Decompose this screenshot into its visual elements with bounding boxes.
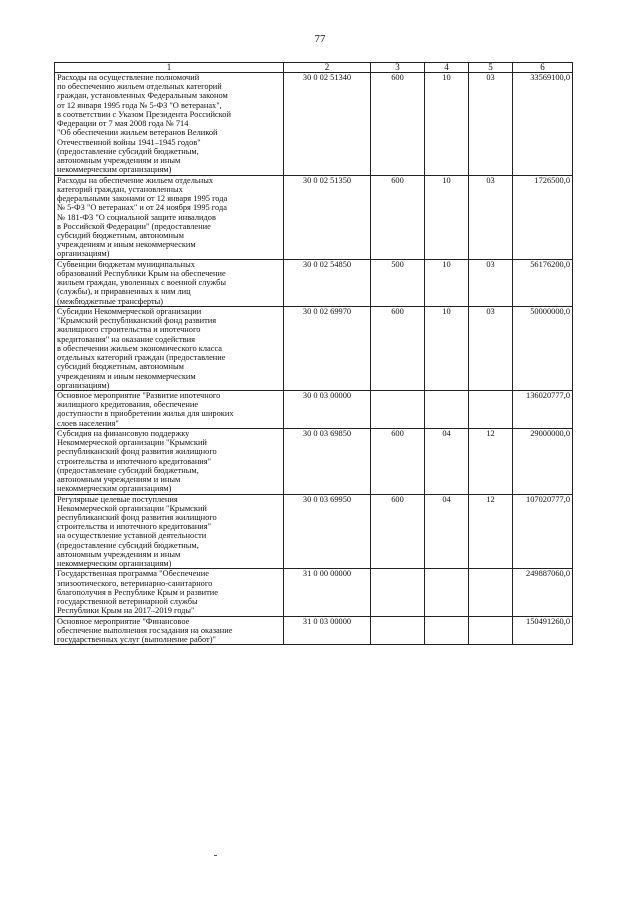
table-row bbox=[55, 390, 573, 428]
column-header-6: 6 bbox=[513, 63, 573, 73]
row-section: 04 bbox=[425, 428, 469, 494]
row-subsection: 03 bbox=[469, 73, 513, 176]
table-row bbox=[55, 569, 573, 616]
table-row bbox=[55, 306, 573, 390]
row-subsection bbox=[469, 616, 513, 645]
row-amount: 150491260,0 bbox=[513, 616, 573, 645]
row-subsection bbox=[469, 390, 513, 428]
table-row bbox=[55, 494, 573, 569]
row-code: 30 0 02 51340 bbox=[284, 73, 371, 176]
row-code: 31 0 00 00000 bbox=[284, 569, 371, 616]
row-section: 10 bbox=[425, 259, 469, 306]
row-subsection: 12 bbox=[469, 428, 513, 494]
row-section bbox=[425, 616, 469, 645]
row-amount: 136020777,0 bbox=[513, 390, 573, 428]
row-description: Субсидия на финансовую поддержку Некоммерческой организации "Крымский республиканский фонд развития жилищного строительства и ипотечного кредитования" (предоставление субсидий бюджетным, автономным учреждениям и иным некоммерческим организациям) bbox=[55, 428, 284, 494]
table-row bbox=[55, 259, 573, 306]
row-description: Регулярные целевые поступления Некоммерческой организации "Крымский республиканский фонд развития жилищного строительства и ипотечного кредитования" на осуществление уставной деятельности (предоставление субсидий бюджетным, автономным учреждениям и иным некоммерческим организациям) bbox=[55, 494, 284, 569]
row-type: 600 bbox=[371, 175, 425, 259]
row-subsection: 03 bbox=[469, 259, 513, 306]
row-code: 30 0 03 69850 bbox=[284, 428, 371, 494]
row-section bbox=[425, 390, 469, 428]
row-code: 30 0 02 69970 bbox=[284, 306, 371, 390]
row-subsection bbox=[469, 569, 513, 616]
row-type bbox=[371, 616, 425, 645]
row-section: 10 bbox=[425, 306, 469, 390]
row-section: 04 bbox=[425, 494, 469, 569]
row-amount: 33569100,0 bbox=[513, 73, 573, 176]
table-row bbox=[55, 73, 573, 176]
column-header-4: 4 bbox=[425, 63, 469, 73]
row-amount: 249887060,0 bbox=[513, 569, 573, 616]
column-header-3: 3 bbox=[371, 63, 425, 73]
row-type: 600 bbox=[371, 306, 425, 390]
table-row bbox=[55, 616, 573, 645]
row-subsection: 03 bbox=[469, 306, 513, 390]
row-section: 10 bbox=[425, 175, 469, 259]
page-number: 77 bbox=[314, 33, 326, 45]
column-header-1: 1 bbox=[55, 63, 284, 73]
table-row bbox=[55, 175, 573, 259]
row-amount: 56176200,0 bbox=[513, 259, 573, 306]
row-amount: 107020777,0 bbox=[513, 494, 573, 569]
row-type bbox=[371, 569, 425, 616]
header-row bbox=[55, 63, 573, 73]
row-type bbox=[371, 390, 425, 428]
row-description: Расходы на обеспечение жильем отдельных категорий граждан, установленных федеральными законами от 12 января 1995 года № 5-ФЗ "О ветеранах" и от 24 ноября 1995 года № 181-ФЗ "О социальной защите инвалидов в Российской Федерации" (предоставление субсидий бюджетным, автономным учреждениям и иным некоммерческим организациям) bbox=[55, 175, 284, 259]
row-type: 600 bbox=[371, 494, 425, 569]
row-type: 500 bbox=[371, 259, 425, 306]
scan-speck bbox=[214, 855, 217, 856]
row-description: Государственная программа "Обеспечение эпизоотического, ветеринарно-санитарного благополучия в Республике Крым и развитие государственной ветеринарной службы Республики Крым на 2017–2019 годы" bbox=[55, 569, 284, 616]
row-subsection: 12 bbox=[469, 494, 513, 569]
row-type: 600 bbox=[371, 73, 425, 176]
row-description: Субсидии Некоммерческой организации "Крымский республиканский фонд развития жилищного строительства и ипотечного кредитования" на оказание содействия в обеспечении жильем экономического класса отдельных категорий граждан (предоставление субсидий бюджетным, автономным учреждениям и иным некоммерческим организациям) bbox=[55, 306, 284, 390]
row-amount: 1726500,0 bbox=[513, 175, 573, 259]
row-amount: 50000000,0 bbox=[513, 306, 573, 390]
row-subsection: 03 bbox=[469, 175, 513, 259]
row-code: 30 0 03 69950 bbox=[284, 494, 371, 569]
row-description: Субвенции бюджетам муниципальных образований Республики Крым на обеспечение жильем граждан, уволенных с военной службы (службы), и приравненных к ним лиц (межбюджетные трансферты) bbox=[55, 259, 284, 306]
row-description: Основное мероприятие "Развитие ипотечного жилищного кредитования, обеспечение доступности в приобретении жилья для широких слоев населения" bbox=[55, 390, 284, 428]
column-header-5: 5 bbox=[469, 63, 513, 73]
row-section: 10 bbox=[425, 73, 469, 176]
budget-table bbox=[54, 62, 573, 645]
row-type: 600 bbox=[371, 428, 425, 494]
row-amount: 29000000,0 bbox=[513, 428, 573, 494]
column-header-2: 2 bbox=[284, 63, 371, 73]
row-code: 30 0 03 00000 bbox=[284, 390, 371, 428]
row-code: 31 0 03 00000 bbox=[284, 616, 371, 645]
row-description: Расходы на осуществление полномочий по обеспечению жильем отдельных категорий граждан, установленных Федеральным законом от 12 января 1995 года № 5-ФЗ "О ветеранах", в соответствии с Указом Президента Российской Федерации от 7 мая 2008 года № 714 "Об обеспечении жильем ветеранов Великой Отечественной войны 1941–1945 годов" (предоставление субсидий бюджетным, автономным учреждениям и иным некоммерческим организациям) bbox=[55, 73, 284, 176]
row-code: 30 0 02 51350 bbox=[284, 175, 371, 259]
row-description: Основное мероприятие "Финансовое обеспечение выполнения госзадания на оказание государственных услуг (выполнение работ)" bbox=[55, 616, 284, 645]
row-code: 30 0 02 54850 bbox=[284, 259, 371, 306]
table-row bbox=[55, 428, 573, 494]
row-section bbox=[425, 569, 469, 616]
